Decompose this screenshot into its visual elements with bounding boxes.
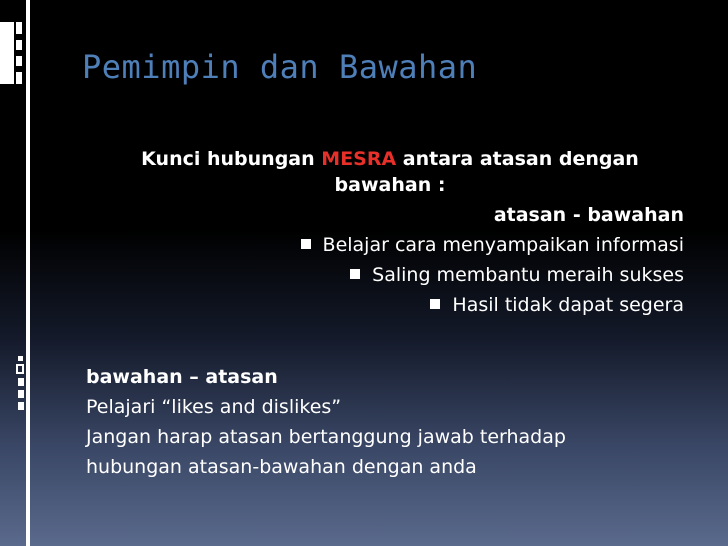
section-heading: atasan - bawahan <box>493 204 684 226</box>
section-atasan-bawahan <box>301 200 684 320</box>
square-bullet-icon <box>301 239 311 249</box>
decor-square <box>18 390 24 398</box>
decor-square <box>16 72 22 84</box>
square-bullet-icon <box>350 269 360 279</box>
slide-title: Pemimpin dan Bawahan <box>82 48 478 86</box>
list-item-label: Hasil tidak dapat segera <box>452 294 684 316</box>
decor-square <box>16 22 22 34</box>
list-item <box>301 290 684 320</box>
lead-before: Kunci hubungan <box>141 148 322 170</box>
decor-square <box>16 364 24 374</box>
section-heading: bawahan – atasan <box>86 366 278 388</box>
list-item-label: Belajar cara menyampaikan informasi <box>322 234 684 256</box>
section-bawahan-atasan <box>86 362 566 482</box>
decor-square <box>16 40 22 50</box>
left-accent-bar <box>26 0 30 546</box>
decor-square <box>18 402 24 410</box>
decor-square <box>18 356 23 361</box>
decor-square <box>16 56 22 66</box>
lead-line2: bawahan : <box>334 174 446 196</box>
list-item-label: Saling membantu meraih sukses <box>372 264 684 286</box>
lead-text <box>120 146 660 198</box>
decor-square <box>0 22 14 84</box>
lead-highlight: MESRA <box>321 148 397 170</box>
list-item <box>301 230 684 260</box>
text-line: Jangan harap atasan bertanggung jawab terhadap <box>86 426 566 448</box>
decor-square <box>18 378 24 386</box>
lead-after: antara atasan dengan <box>396 148 639 170</box>
list-item <box>301 260 684 290</box>
text-line: hubungan atasan-bawahan dengan anda <box>86 456 477 478</box>
square-bullet-icon <box>430 299 440 309</box>
text-line: Pelajari “likes and dislikes” <box>86 396 342 418</box>
